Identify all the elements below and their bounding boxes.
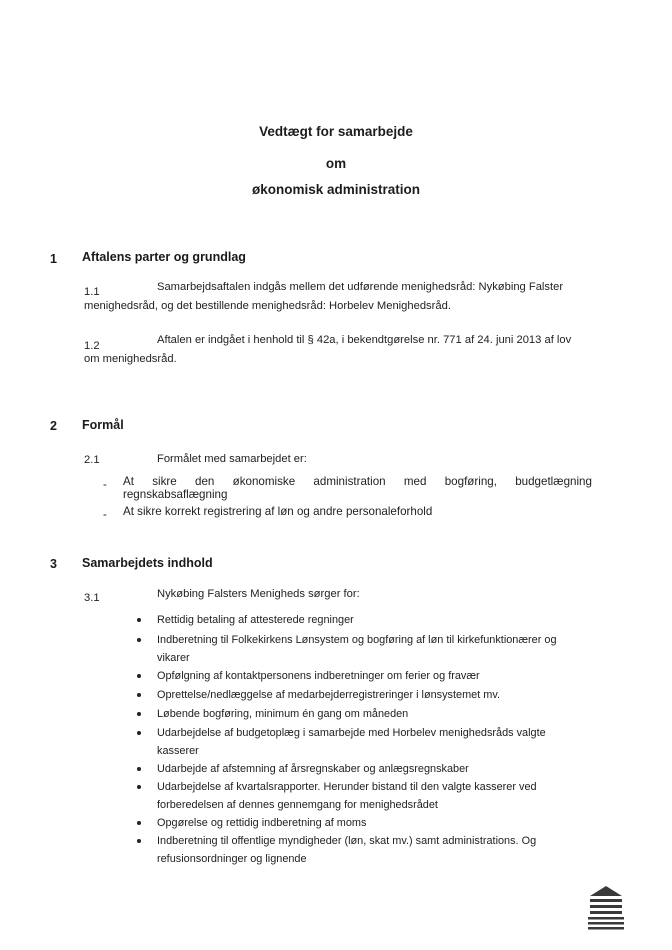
section-2-number: 2 (50, 419, 57, 433)
bullet-icon (137, 731, 141, 735)
list-item-text: Løbende bogføring, minimum én gang om måneden (157, 708, 409, 720)
list-dash: - (103, 508, 107, 521)
word: den (195, 475, 215, 488)
list-item (137, 668, 587, 686)
folkekirken-church-logo-icon (584, 884, 628, 934)
paragraph-1-2-line1: Aftalen er indgået i henhold til § 42a, i bekendtgørelse nr. 771 af 24. juni 2013 af lov (157, 334, 572, 346)
document-title-line3: økonomisk administration (251, 182, 421, 197)
list-item (137, 687, 587, 705)
word: sikre (152, 475, 177, 488)
word: administration (313, 475, 386, 488)
bullet-icon (137, 785, 141, 789)
document-title: Vedtægt for samarbejde (259, 124, 413, 139)
bullet-icon (137, 767, 141, 771)
bullet-icon (137, 839, 141, 843)
list-item (137, 725, 587, 760)
purpose-item-1-line2: regnskabsaflægning (123, 488, 228, 501)
purpose-item-2: At sikre korrekt registrering af løn og andre personaleforhold (123, 505, 433, 518)
section-3-heading: Samarbejdets indhold (82, 556, 213, 570)
list-item-text: Udarbejdelse af budgetoplæg i samarbejde med Horbelev menighedsråds valgte kasserer (157, 727, 546, 757)
section-1-heading: Aftalens parter og grundlag (82, 250, 246, 264)
paragraph-1-2-number: 1.2 (84, 340, 100, 352)
paragraph-2-1-number: 2.1 (84, 454, 100, 466)
bullet-icon (137, 821, 141, 825)
purpose-item-1-line1 (123, 475, 592, 488)
list-item (137, 779, 587, 814)
section-2-heading: Formål (82, 418, 124, 432)
paragraph-3-1-number: 3.1 (84, 592, 100, 604)
paragraph-3-1-text: Nykøbing Falsters Menigheds sørger for: (157, 588, 360, 600)
section-1-number: 1 (50, 252, 57, 266)
bullet-icon (137, 638, 141, 642)
list-item-text: Opfølgning af kontaktpersonens indberetninger om ferier og fravær (157, 670, 480, 682)
paragraph-2-1-text: Formålet med samarbejdet er: (157, 453, 307, 465)
list-item-text: Udarbejdelse af kvartalsrapporter. Herunder bistand til den valgte kasserer ved forberedelsen af dennes gennemgang for menighedsrådet (157, 781, 537, 811)
word: økonomiske (232, 475, 296, 488)
bullet-icon (137, 618, 141, 622)
list-item-text: Udarbejde af afstemning af årsregnskaber og anlægsregnskaber (157, 763, 469, 775)
list-dash: - (103, 478, 107, 491)
list-item (137, 612, 587, 630)
list-item-text: Indberetning til Folkekirkens Lønsystem og bogføring af løn til kirkefunktionærer og vikarer (157, 634, 557, 664)
document-title-line2: om (325, 156, 347, 171)
list-item (137, 706, 587, 724)
list-item-text: Rettidig betaling af attesterede regninger (157, 614, 354, 626)
word: med (403, 475, 427, 488)
word: budgetlægning (515, 475, 592, 488)
list-item (137, 761, 587, 779)
list-item (137, 815, 587, 833)
paragraph-1-1-line1: Samarbejdsaftalen indgås mellem det udførende menighedsråd: Nykøbing Falster (157, 281, 564, 293)
word: At (123, 475, 134, 488)
list-item-text: Opgørelse og rettidig indberetning af moms (157, 817, 367, 829)
paragraph-1-2-line2: om menighedsråd. (84, 353, 177, 365)
bullet-icon (137, 674, 141, 678)
word: bogføring, (444, 475, 497, 488)
list-item-text: Indberetning til offentlige myndigheder (løn, skat mv.) samt administrations. Og refusionsordninger og lignende (157, 835, 537, 865)
paragraph-1-1-line2: menighedsråd, og det bestillende menighedsråd: Horbelev Menighedsråd. (84, 300, 451, 312)
section-3-number: 3 (50, 557, 57, 571)
paragraph-1-1-number: 1.1 (84, 286, 100, 298)
list-item (137, 632, 587, 667)
list-item-text: Oprettelse/nedlæggelse af medarbejderregistreringer i lønsystemet mv. (157, 689, 501, 701)
bullet-icon (137, 693, 141, 697)
list-item (137, 833, 587, 868)
bullet-icon (137, 712, 141, 716)
